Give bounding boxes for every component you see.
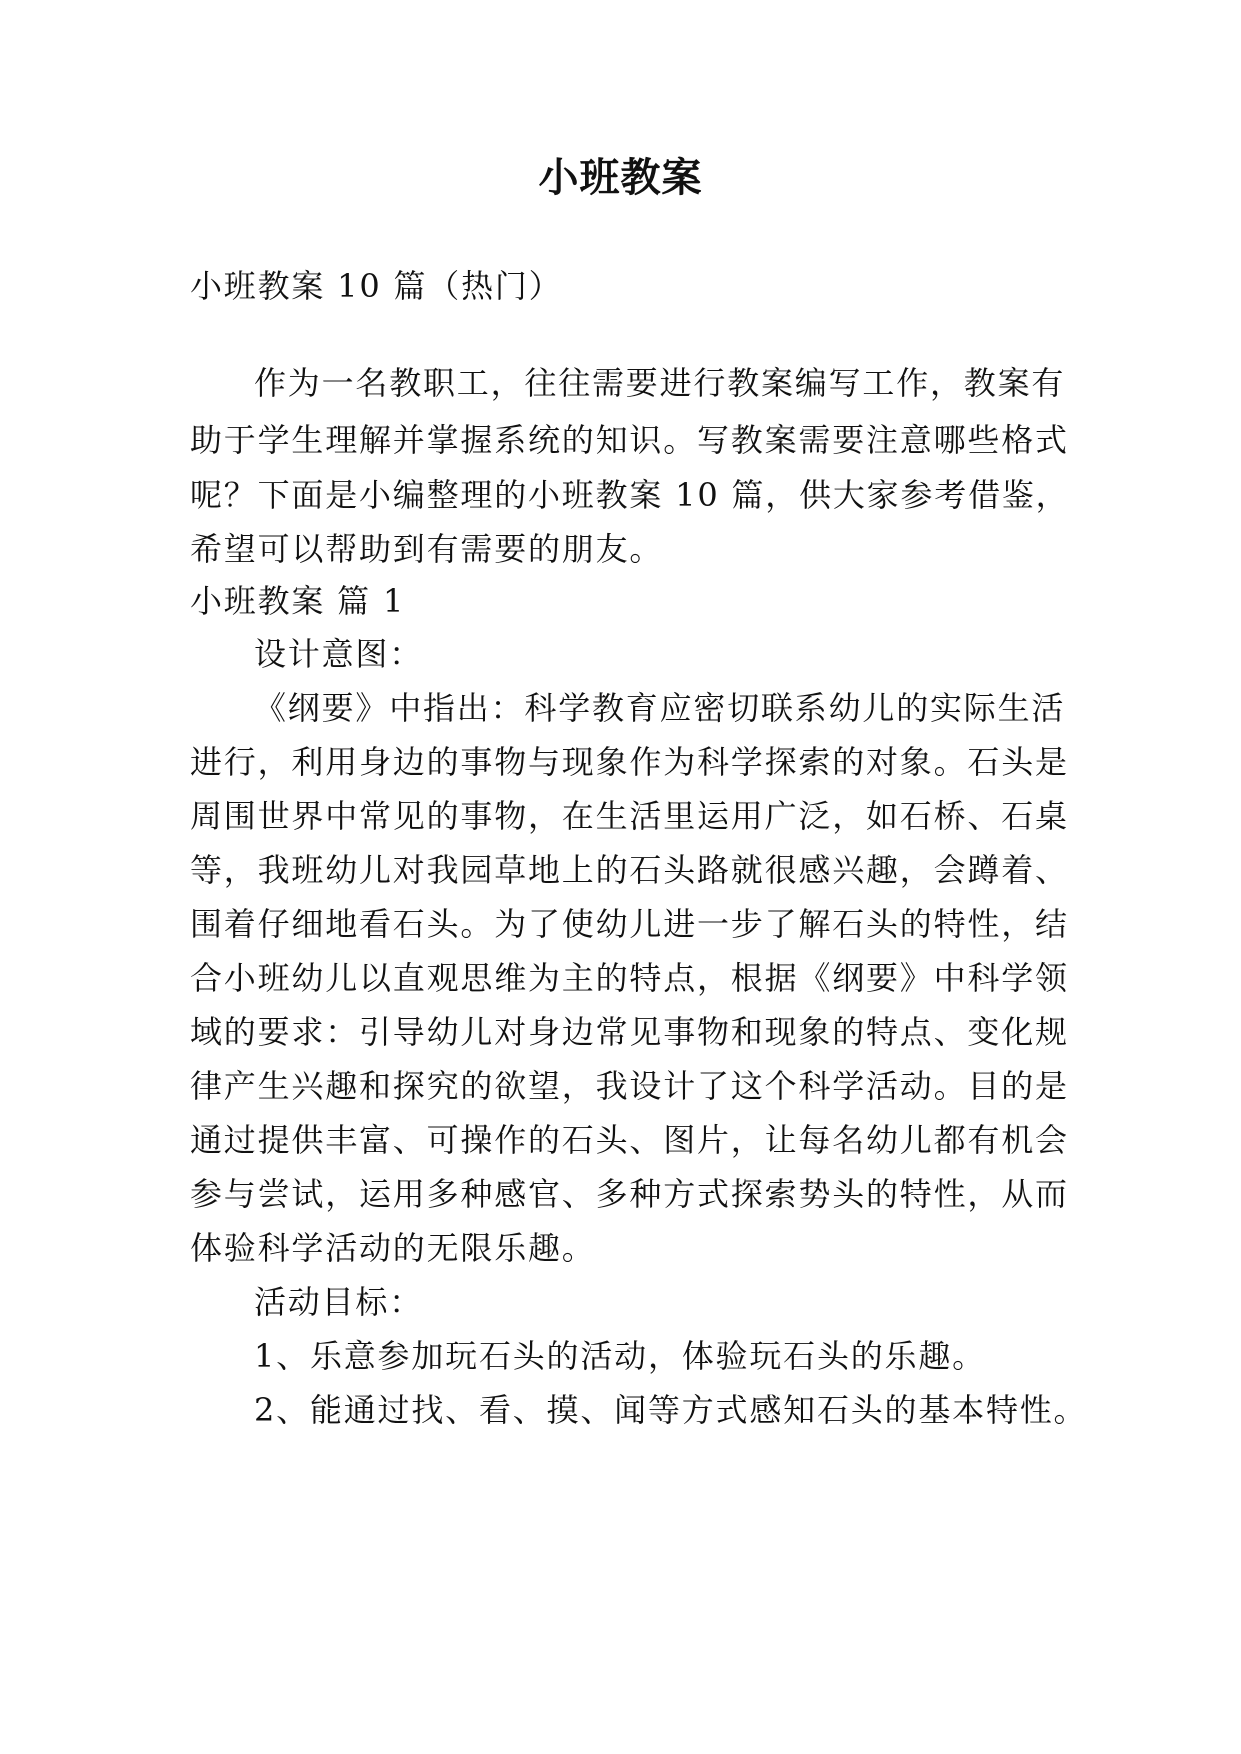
intro-line: 希望可以帮助到有需要的朋友。 bbox=[190, 530, 664, 568]
goal-item: 2、能通过找、看、摸、闻等方式感知石头的基本特性。 bbox=[254, 1391, 1088, 1429]
design-line: 等，我班幼儿对我园草地上的石头路就很感兴趣，会蹲着、 bbox=[190, 851, 1069, 889]
design-line: 围着仔细地看石头。为了使幼儿进一步了解石头的特性，结 bbox=[190, 905, 1069, 943]
section-heading: 小班教案 篇 1 bbox=[190, 582, 406, 620]
design-line: 律产生兴趣和探究的欲望，我设计了这个科学活动。目的是 bbox=[190, 1067, 1069, 1105]
design-line: 进行，利用身边的事物与现象作为科学探索的对象。石头是 bbox=[190, 743, 1069, 781]
intro-line: 助于学生理解并掌握系统的知识。写教案需要注意哪些格式 bbox=[190, 421, 1069, 459]
page-title: 小班教案 bbox=[538, 155, 703, 201]
design-line: 通过提供丰富、可操作的石头、图片，让每名幼儿都有机会 bbox=[190, 1121, 1069, 1159]
design-line: 合小班幼儿以直观思维为主的特点，根据《纲要》中科学领 bbox=[190, 959, 1069, 997]
intro-line: 呢？下面是小编整理的小班教案 10 篇，供大家参考借鉴， bbox=[190, 476, 1070, 514]
intro-line: 作为一名教职工，往往需要进行教案编写工作，教案有 bbox=[254, 364, 1066, 402]
design-line: 《纲要》中指出：科学教育应密切联系幼儿的实际生活 bbox=[254, 689, 1066, 727]
goals-heading: 活动目标： bbox=[254, 1283, 424, 1321]
design-line: 周围世界中常见的事物，在生活里运用广泛，如石桥、石桌 bbox=[190, 797, 1069, 835]
design-line: 域的要求：引导幼儿对身边常见事物和现象的特点、变化规 bbox=[190, 1013, 1069, 1051]
document-subtitle: 小班教案 10 篇（热门） bbox=[190, 267, 563, 305]
design-heading: 设计意图： bbox=[254, 635, 424, 673]
goal-item: 1、乐意参加玩石头的活动，体验玩石头的乐趣。 bbox=[254, 1337, 986, 1375]
design-line: 体验科学活动的无限乐趣。 bbox=[190, 1229, 596, 1267]
design-line: 参与尝试，运用多种感官、多种方式探索势头的特性，从而 bbox=[190, 1175, 1069, 1213]
